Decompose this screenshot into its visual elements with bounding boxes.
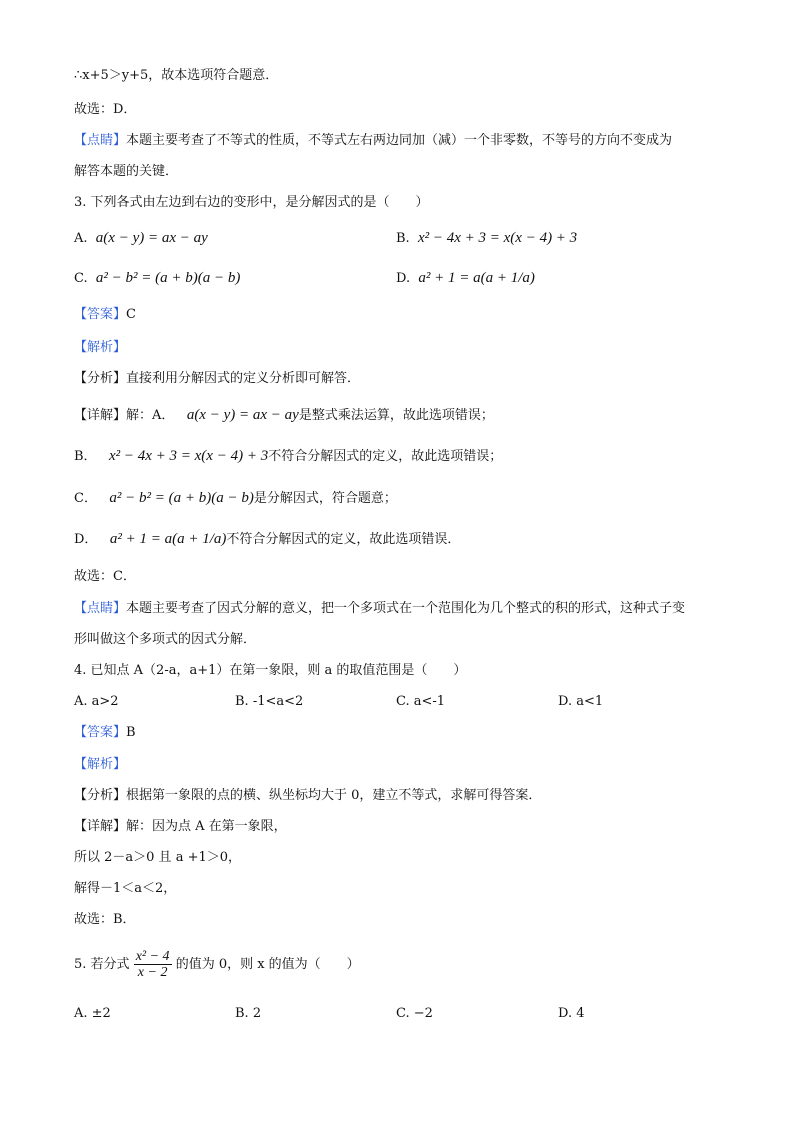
q4-xiangjie <box>74 817 287 837</box>
q5-option-b: B. 2 <box>235 1006 262 1021</box>
q5-fraction <box>134 949 172 980</box>
answer-value: B <box>126 725 136 740</box>
fraction-numerator: x² − 4 <box>135 949 170 964</box>
detail-text: 是分解因式，符合题意； <box>253 491 397 506</box>
q5-option-d: D. 4 <box>558 1006 585 1021</box>
q3-fenxi <box>74 369 360 389</box>
fenxi-text: 直接利用分解因式的定义分析即可解答． <box>126 371 361 386</box>
xiangjie-tag: 【详解】 <box>74 819 127 834</box>
q3-dianjing-cont: 形叫做这个多项式的因式分解． <box>74 632 257 647</box>
option-formula: a² + 1 = a(a + 1/a) <box>418 270 535 286</box>
q2-choice: 故选：D． <box>74 102 137 117</box>
q2-conclusion: ∴x+5＞y+5，故本选项符合题意． <box>74 68 279 83</box>
q4-step1: 所以 2－a＞0 且 a +1＞0， <box>74 850 242 865</box>
q5-stem <box>74 948 360 982</box>
answer-tag: 【答案】 <box>74 307 127 322</box>
q3-jiexi-tag: 【解析】 <box>74 340 127 355</box>
detail-formula: a² − b² = (a + b)(a − b) <box>109 490 254 506</box>
fenxi-text: 根据第一象限的点的横、纵坐标均大于 0，建立不等式，求解可得答案． <box>126 788 542 803</box>
q3-choice: 故选：C． <box>74 569 136 584</box>
q3-option-d <box>396 268 535 289</box>
detail-text: 是整式乘法运算，故此选项错误； <box>298 408 494 423</box>
q2-dianjing <box>74 131 672 151</box>
q4-answer <box>74 723 136 743</box>
q3-option-a <box>74 228 208 249</box>
dianjing-text: 本题主要考查了不等式的性质，不等式左右两边同加（减）一个非零数，不等号的方向不变成为 <box>126 133 673 148</box>
q4-option-d: D. a<1 <box>558 694 604 709</box>
q3-detail-b <box>74 446 502 467</box>
option-label: D. <box>396 271 411 286</box>
q3-detail-a <box>74 405 494 426</box>
answer-tag: 【答案】 <box>74 725 127 740</box>
q4-option-b: B. -1<a<2 <box>235 694 304 709</box>
dianjing-tag: 【点睛】 <box>74 133 127 148</box>
q2-dianjing-cont: 解答本题的关键． <box>74 164 179 179</box>
q4-stem: 4. 已知点 A（2-a，a+1）在第一象限，则 a 的取值范围是（ ） <box>74 663 467 678</box>
option-formula: x² − 4x + 3 = x(x − 4) + 3 <box>417 230 578 246</box>
q4-step2: 解得－1＜a＜2， <box>74 881 177 896</box>
fraction-denominator: x − 2 <box>137 965 168 980</box>
option-formula: a(x − y) = ax − ay <box>95 230 208 246</box>
detail-formula: x² − 4x + 3 = x(x − 4) + 3 <box>108 448 269 464</box>
option-label: B. <box>396 231 410 246</box>
q3-detail-d <box>74 529 460 550</box>
q4-option-a: A. a>2 <box>74 694 119 709</box>
q3-answer <box>74 305 136 325</box>
q4-option-c: C. a<-1 <box>396 694 446 709</box>
q4-fenxi <box>74 786 541 806</box>
dianjing-text: 本题主要考查了因式分解的意义，把一个多项式在一个范围化为几个整式的积的形式，这种式子变 <box>126 601 686 616</box>
detail-text: 不符合分解因式的定义，故此选项错误； <box>268 449 503 464</box>
option-label: A. <box>74 231 88 246</box>
fenxi-tag: 【分析】 <box>74 371 127 386</box>
q3-stem: 3. 下列各式由左边到右边的变形中，是分解因式的是（ ） <box>74 195 429 210</box>
xiangjie-tag: 【详解】 <box>74 408 127 423</box>
q5-stem-tail: 的值为 0，则 x 的值为（ ） <box>175 957 360 972</box>
detail-label: B． <box>74 449 97 464</box>
detail-label: D． <box>74 532 98 547</box>
q3-detail-c <box>74 488 397 509</box>
q5-option-c: C. −2 <box>396 1006 433 1021</box>
xiangjie-lead: 解：A． <box>126 408 175 423</box>
xiangjie-text: 解：因为点 A 在第一象限， <box>126 819 287 834</box>
detail-label: C． <box>74 491 97 506</box>
option-formula: a² − b² = (a + b)(a − b) <box>95 270 241 286</box>
detail-formula: a² + 1 = a(a + 1/a) <box>109 531 227 547</box>
answer-value: C <box>126 307 136 322</box>
q3-option-c <box>74 268 240 289</box>
dianjing-tag: 【点睛】 <box>74 601 127 616</box>
q5-option-a: A. ±2 <box>74 1006 111 1021</box>
option-label: C. <box>74 271 88 286</box>
q3-dianjing <box>74 599 685 619</box>
q3-option-b <box>396 228 577 249</box>
q4-jiexi-tag: 【解析】 <box>74 757 127 772</box>
detail-text: 不符合分解因式的定义，故此选项错误． <box>226 532 461 547</box>
fenxi-tag: 【分析】 <box>74 788 127 803</box>
detail-formula: a(x − y) = ax − ay <box>186 407 299 423</box>
q4-choice: 故选：B． <box>74 912 136 927</box>
q5-stem-lead: 5. 若分式 <box>74 957 130 972</box>
